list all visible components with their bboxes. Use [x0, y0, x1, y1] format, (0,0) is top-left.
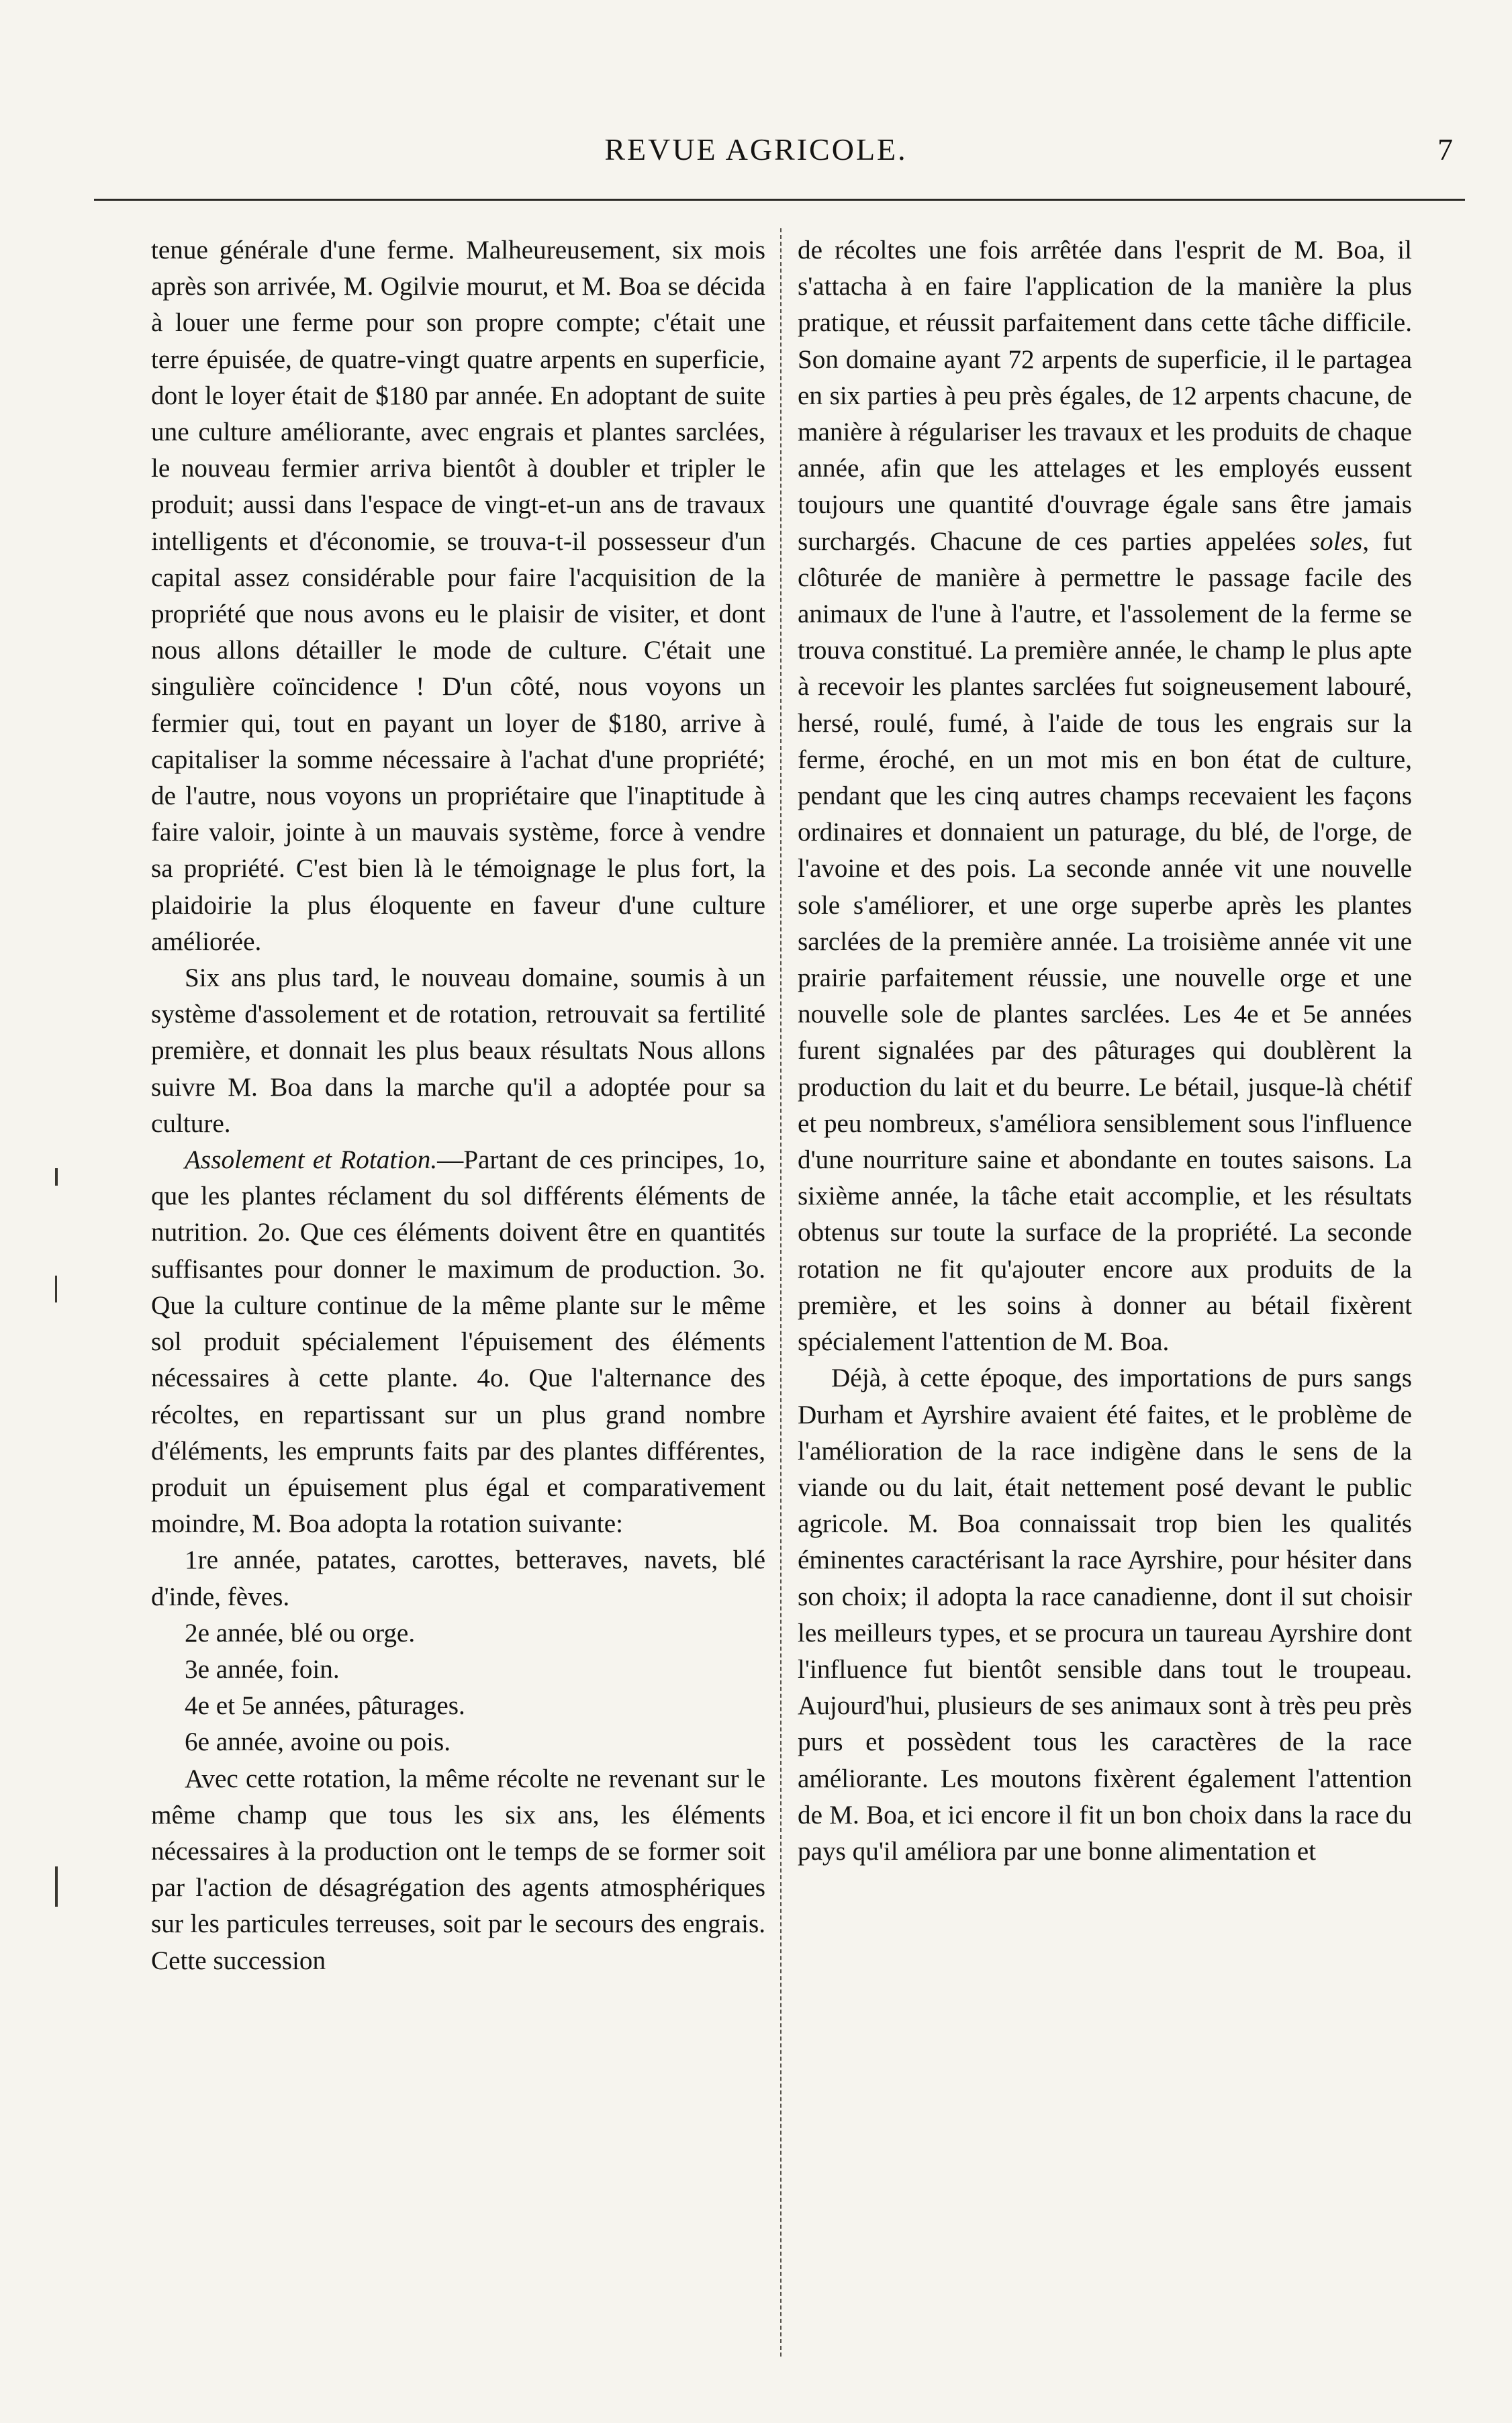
- paragraph: [798, 232, 1412, 1360]
- right-column: [798, 232, 1412, 1870]
- italic-term: soles: [1309, 526, 1363, 556]
- rotation-item: 3e année, foin.: [185, 1654, 340, 1684]
- paragraph: Avec cette rotation, la même récolte ne revenant sur le même champ que tous les six ans, les éléments nécessaires à la production ont le temps de se former soit par l'action de désagrégation des agents atmosphériques sur les particules terreuses, soit par le secours des engrais. Cette succession: [151, 1764, 765, 1975]
- column-divider: [780, 228, 782, 2357]
- paragraph-text: , fut clôturée de manière à permettre le passage facile des animaux de l'une à l'autre, et l'assolement de la ferme se trouva constitué. La première année, le champ le plus apte à recevoir les plantes sarclées fut soigneusement labouré, hersé, roulé, fumé, à l'aide de tous les engrais sur la ferme, éroché, en un mot mis en bon état de culture, pendant que les cinq autres champs recevaient les façons ordinaires et donnaient un paturage, du blé, de l'orge, de l'avoine et des pois. La seconde année vit une nouvelle sole s'améliorer, et une orge superbe après les plantes sarclées de la première année. La troisième année vit une prairie parfaitement réussie, une nouvelle orge et une nouvelle sole de plantes sarclées. Les 4e et 5e années furent signalées par des pâturages qui doublèrent la production du lait et du beurre. Le bétail, jusque-là chétif et peu nombreux, s'améliora sensiblement sous l'influence d'une nourriture saine et abondante en toutes saisons. La sixième année, la tâche etait accomplie, et les résultats obtenus sur toute la surface de la propriété. La seconde rotation ne fit qu'ajouter encore aux produits de la première, et les soins à donner au bétail fixèrent spécialement l'attention de M. Boa.: [798, 526, 1412, 1357]
- margin-mark: [55, 1276, 57, 1302]
- paragraph: Six ans plus tard, le nouveau domaine, soumis à un système d'assolement et de rotation, retrouvait sa fertilité première, et donnait les plus beaux résultats Nous allons suivre M. Boa dans la marche qu'il a adoptée pour sa culture.: [151, 963, 765, 1138]
- section-heading: Assolement et Rotation.: [185, 1145, 438, 1175]
- paragraph-text: de récoltes une fois arrêtée dans l'esprit de M. Boa, il s'attacha à en faire l'application de la manière la plus pratique, et réussit parfaitement dans cette tâche difficile. Son domaine ayant 72 arpents de superficie, il le partagea en six parties à peu près égales, de 12 arpents chacune, de manière à régulariser les travaux et les produits de chaque année, afin que les attelages et les employés eussent toujours une quantité d'ouvrage égale sans être jamais surchargés. Chacune de ces parties appelées: [798, 236, 1412, 556]
- left-column: [151, 232, 765, 1979]
- rotation-item: 1re année, patates, carottes, betteraves, navets, blé d'inde, fèves.: [151, 1546, 765, 1611]
- section-paragraph: [151, 1142, 765, 1542]
- header-rule: [94, 199, 1465, 201]
- running-title: REVUE AGRICOLE.: [604, 132, 908, 167]
- rotation-item: 2e année, blé ou orge.: [185, 1618, 416, 1648]
- section-text: —Partant de ces principes, 1o, que les plantes réclament du sol différents éléments de nutrition. 2o. Que ces éléments doivent être en quantités suffisantes pour donner le maximum de production. 3o. Que la culture continue de la même plante sur le même sol produit spécialement l'épuisement des éléments nécessaires à cette plante. 4o. Que l'alternance des récoltes, en repartissant sur un plus grand nombre d'éléments, les emprunts faits par des plantes différentes, produit un épuisement plus égal et comparativement moindre, M. Boa adopta la rotation suivante:: [151, 1145, 765, 1539]
- paragraph: Déjà, à cette époque, des importations de purs sangs Durham et Ayrshire avaient été faites, et le problème de l'amélioration de la race indigène dans le sens de la viande ou du lait, était nettement posé devant le public agricole. M. Boa connaissait trop bien les qualités éminentes caractérisant la race Ayrshire, pour hésiter dans son choix; il adopta la race canadienne, dont il sut choisir les meilleurs types, et se procura un taureau Ayrshire dont l'influence fut bientôt sensible dans tout le troupeau. Aujourd'hui, plusieurs de ses animaux sont à très peu près purs et possèdent tous les caractères de la race améliorante. Les moutons fixèrent également l'attention de M. Boa, et ici encore il fit un bon choix dans la race du pays qu'il améliora par une bonne alimentation et: [798, 1364, 1412, 1866]
- rotation-item: 6e année, avoine ou pois.: [185, 1727, 451, 1757]
- paragraph: tenue générale d'une ferme. Malheureusement, six mois après son arrivée, M. Ogilvie mourut, et M. Boa se décida à louer une ferme pour son propre compte; c'était une terre épuisée, de quatre-vingt quatre arpents en superficie, dont le loyer était de $180 par année. En adoptant de suite une culture améliorante, avec engrais et plantes sarclées, le nouveau fermier arriva bientôt à doubler et tripler le produit; aussi dans l'espace de vingt-et-un ans de travaux intelligents et d'économie, se trouva-t-il possesseur d'un capital assez considérable pour faire l'acquisition de la propriété que nous avons eu le plaisir de visiter, et dont nous allons détailler le mode de culture. C'était une singulière coïncidence ! D'un côté, nous voyons un fermier qui, tout en payant un loyer de $180, arrive à capitaliser la somme nécessaire à l'achat d'une propriété; de l'autre, nous voyons un propriétaire que l'inaptitude à faire valoir, jointe à un mauvais système, force à vendre sa propriété. C'est bien là le témoignage le plus fort, la plaidoirie la plus éloquente en faveur d'une culture améliorée.: [151, 236, 765, 956]
- page-header: [47, 132, 1465, 185]
- rotation-item: 4e et 5e années, pâturages.: [185, 1691, 465, 1721]
- margin-mark: [55, 1866, 58, 1907]
- rotation-list: [151, 1542, 765, 1760]
- margin-mark: [55, 1168, 58, 1186]
- page-number: 7: [1437, 132, 1453, 167]
